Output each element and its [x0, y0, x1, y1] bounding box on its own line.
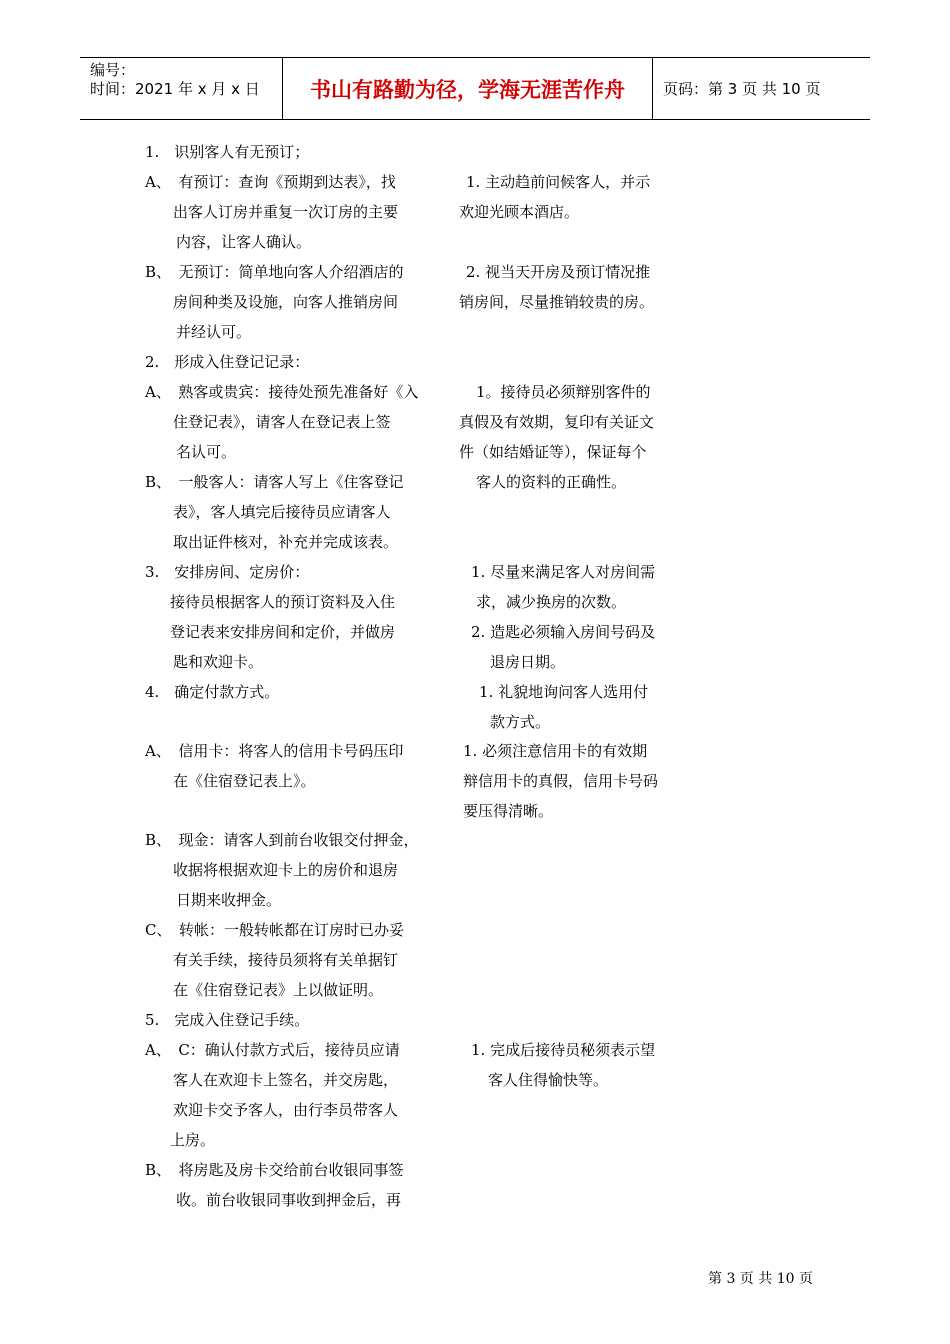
- left-line: 在《住宿登记表上》。: [173, 772, 316, 790]
- left-line: 名认可。: [176, 443, 237, 461]
- header-page-info: 页码：第 3 页 共 10 页: [663, 80, 821, 98]
- left-line: 内容，让客人确认。: [176, 233, 312, 251]
- left-line: B、 一般客人：请客人写上《住客登记: [145, 473, 404, 491]
- left-line: B、 将房匙及房卡交给前台收银同事签: [145, 1161, 404, 1179]
- left-line: C、 转帐：一般转帐都在订房时已办妥: [145, 921, 404, 939]
- right-line: 款方式。: [490, 713, 551, 731]
- left-line: 4. 确定付款方式。: [145, 683, 280, 701]
- left-line: A、 C：确认付款方式后，接待员应请: [145, 1041, 400, 1059]
- right-line: 1. 主动趋前问候客人，并示: [466, 173, 651, 191]
- right-line: 客人的资料的正确性。: [476, 473, 627, 491]
- right-line: 1. 尽量来满足客人对房间需: [471, 563, 656, 581]
- left-line: 表》，客人填完后接待员应请客人: [173, 503, 391, 521]
- left-line: 收。前台收银同事收到押金后，再: [176, 1191, 402, 1209]
- right-line: 1. 必须注意信用卡的有效期: [463, 742, 648, 760]
- left-line: 上房。: [170, 1131, 216, 1149]
- left-line: A、 熟客或贵宾：接待处预先准备好《入: [145, 383, 419, 401]
- left-line: 匙和欢迎卡。: [173, 653, 264, 671]
- left-line: 1. 识别客人有无预订；: [145, 143, 310, 161]
- right-line: 欢迎光顾本酒店。: [459, 203, 580, 221]
- left-line: 出客人订房并重复一次订房的主要: [173, 203, 399, 221]
- left-line: 取出证件核对，补充并完成该表。: [173, 533, 399, 551]
- left-line: 接待员根据客人的预订资料及入住: [170, 593, 396, 611]
- right-line: 真假及有效期，复印有关证文: [459, 413, 655, 431]
- right-line: 辩信用卡的真假，信用卡号码: [463, 772, 659, 790]
- document-time-label: 时间：2021 年 x 月 x 日: [90, 80, 260, 98]
- left-line: 房间种类及设施，向客人推销房间: [173, 293, 399, 311]
- right-line: 件（如结婚证等），保证每个: [459, 443, 647, 461]
- document-number-label: 编号：: [90, 61, 136, 79]
- left-line: 在《住宿登记表》上以做证明。: [173, 981, 384, 999]
- left-line: 3. 安排房间、定房价：: [145, 563, 310, 581]
- left-line: 并经认可。: [176, 323, 252, 341]
- left-line: 住登记表》，请客人在登记表上签: [173, 413, 391, 431]
- left-line: 2. 形成入住登记记录：: [145, 353, 310, 371]
- left-line: A、 有预订：查询《预期到达表》，找: [145, 173, 396, 191]
- right-line: 求，减少换房的次数。: [476, 593, 627, 611]
- left-line: 欢迎卡交予客人，由行李员带客人: [173, 1101, 399, 1119]
- right-line: 2. 视当天开房及预订情况推: [466, 263, 651, 281]
- right-line: 1。接待员必须辩别客件的: [476, 383, 651, 401]
- left-line: 客人在欢迎卡上签名，并交房匙，: [173, 1071, 399, 1089]
- left-line: 日期来收押金。: [176, 891, 282, 909]
- right-line: 2. 造匙必须输入房间号码及: [471, 623, 656, 641]
- left-line: A、 信用卡：将客人的信用卡号码压印: [145, 742, 404, 760]
- header-meta: [80, 58, 283, 119]
- right-line: 要压得清晰。: [463, 802, 554, 820]
- left-line: 登记表来安排房间和定价，并做房: [170, 623, 396, 641]
- left-line: 收据将根据欢迎卡上的房价和退房: [173, 861, 399, 879]
- document-header: [80, 57, 870, 120]
- right-line: 1. 礼貌地询问客人选用付: [479, 683, 649, 701]
- left-line: B、 现金：请客人到前台收银交付押金，: [145, 831, 419, 849]
- right-line: 客人住得愉快等。: [488, 1071, 609, 1089]
- left-line: 有关手续，接待员须将有关单据钉: [173, 951, 399, 969]
- right-line: 销房间，尽量推销较贵的房。: [459, 293, 655, 311]
- left-line: B、 无预订：简单地向客人介绍酒店的: [145, 263, 404, 281]
- page-footer: 第 3 页 共 10 页: [708, 1271, 813, 1287]
- header-motto: 书山有路勤为径，学海无涯苦作舟: [283, 58, 653, 119]
- right-line: 1. 完成后接待员秘须表示望: [471, 1041, 656, 1059]
- left-line: 5. 完成入住登记手续。: [145, 1011, 310, 1029]
- right-line: 退房日期。: [490, 653, 566, 671]
